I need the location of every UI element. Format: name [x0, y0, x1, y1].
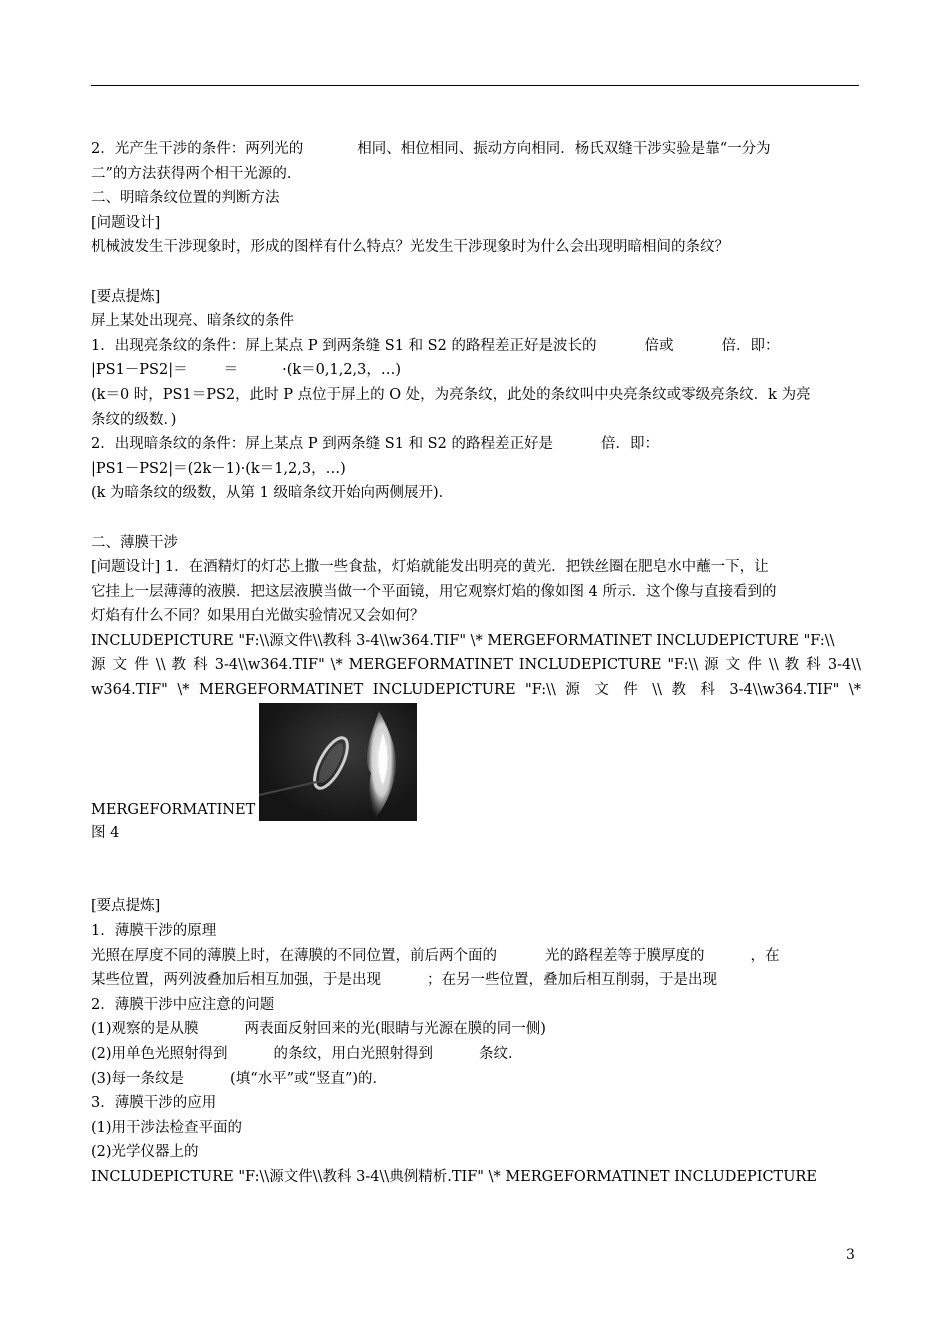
figure-caption: 图 4	[91, 824, 120, 841]
text-line: [问题设计] 1．在酒精灯的灯芯上撒一些食盐，灯焰就能发出明亮的黄光．把铁丝圈在肥皂水中蘸一下，让	[91, 559, 769, 576]
text-line: (1)用干涉法检查平面的	[91, 1119, 243, 1136]
text-line: 条纹的级数．)	[91, 411, 177, 428]
text-line: 光照在厚度不同的薄膜上时，在薄膜的不同位置，前后两个面的 光的路程差等于膜厚度的 ，在	[91, 947, 780, 964]
text-line: 2．光产生干涉的条件：两列光的 相同、相位相同、振动方向相同．杨氏双缝干涉实验是靠“一分为	[91, 141, 771, 157]
text-line: 1．薄膜干涉的原理	[91, 923, 217, 940]
text-line: 某些位置，两列波叠加后相互加强，于是出现 ；在另一些位置，叠加后相互削弱，于是出现	[91, 972, 717, 989]
text-line: (2)用单色光照射得到 的条纹，用白光照射得到 条纹．	[91, 1046, 523, 1062]
section-heading: 二、明暗条纹位置的判断方法	[91, 190, 280, 207]
page-number: 3	[846, 1247, 855, 1263]
section-heading: 二、薄膜干涉	[91, 534, 178, 551]
text-line: [要点提炼]	[91, 898, 161, 915]
document-body	[91, 137, 861, 1190]
formula-line: |PS1－PS2|＝(2k－1)·(k＝1,2,3，…)	[91, 460, 346, 477]
header-rule	[91, 85, 859, 86]
text-line: [问题设计]	[91, 214, 161, 231]
text-line: 二”的方法获得两个相干光源的．	[91, 165, 302, 182]
text-line: (k 为暗条纹的级数，从第 1 级暗条纹开始向两侧展开)．	[91, 485, 454, 502]
field-code-line: w364.TIF" \* MERGEFORMATINET INCLUDEPICTURE "F:\\ 源 文 件 \\ 教 科 3-4\\w364.TIF" \*	[91, 682, 861, 699]
text-line: (3)每一条纹是 (填“水平”或“竖直”)的．	[91, 1070, 388, 1087]
text-line: 灯焰有什么不同？如果用白光做实验情况又会如何？	[91, 608, 425, 625]
text-line: (1)观察的是从膜 两表面反射回来的光(眼睛与光源在膜的同一侧)	[91, 1021, 546, 1038]
text-line: 它挂上一层薄薄的液膜．把这层液膜当做一个平面镜，用它观察灯焰的像如图 4 所示．这个像与直接看到的	[91, 583, 777, 600]
figure-row	[91, 703, 861, 821]
field-code-line: INCLUDEPICTURE "F:\\源文件\\教科 3-4\\典例精析.TIF" \* MERGEFORMATINET INCLUDEPICTURE	[91, 1168, 817, 1185]
text-line: (2)光学仪器上的	[91, 1144, 199, 1161]
flame-photo-graphic	[259, 703, 417, 821]
field-code-line: INCLUDEPICTURE "F:\\源文件\\教科 3-4\\w364.TIF" \* MERGEFORMATINET INCLUDEPICTURE "F:\\	[91, 632, 835, 649]
text-line: 2．薄膜干涉中应注意的问题	[91, 996, 275, 1013]
text-line: 3．薄膜干涉的应用	[91, 1095, 217, 1112]
flame-reflection-photo	[259, 703, 417, 821]
text-line: 2．出现暗条纹的条件：屏上某点 P 到两条缝 S1 和 S2 的路程差正好是 倍．即：	[91, 436, 659, 453]
field-code-line: 源 文 件 \\ 教 科 3-4\\w364.TIF" \* MERGEFORMATINET INCLUDEPICTURE "F:\\ 源 文 件 \\ 教 科 3-4\\	[91, 657, 861, 674]
text-line: [要点提炼]	[91, 288, 161, 305]
text-line: 屏上某处出现亮、暗条纹的条件	[91, 313, 294, 330]
text-line: (k＝0 时，PS1＝PS2，此时 P 点位于屏上的 O 处，为亮条纹，此处的条纹叫中央亮条纹或零级亮条纹．k 为亮	[91, 386, 811, 403]
formula-line: |PS1－PS2|＝ ＝ ·(k＝0,1,2,3，…)	[91, 362, 402, 379]
field-code-line: MERGEFORMATINET	[91, 802, 256, 819]
text-line: 机械波发生干涉现象时，形成的图样有什么特点？光发生干涉现象时为什么会出现明暗相间的条纹？	[91, 239, 729, 256]
text-line: 1．出现亮条纹的条件：屏上某点 P 到两条缝 S1 和 S2 的路程差正好是波长的 倍或 倍．即：	[91, 337, 780, 354]
